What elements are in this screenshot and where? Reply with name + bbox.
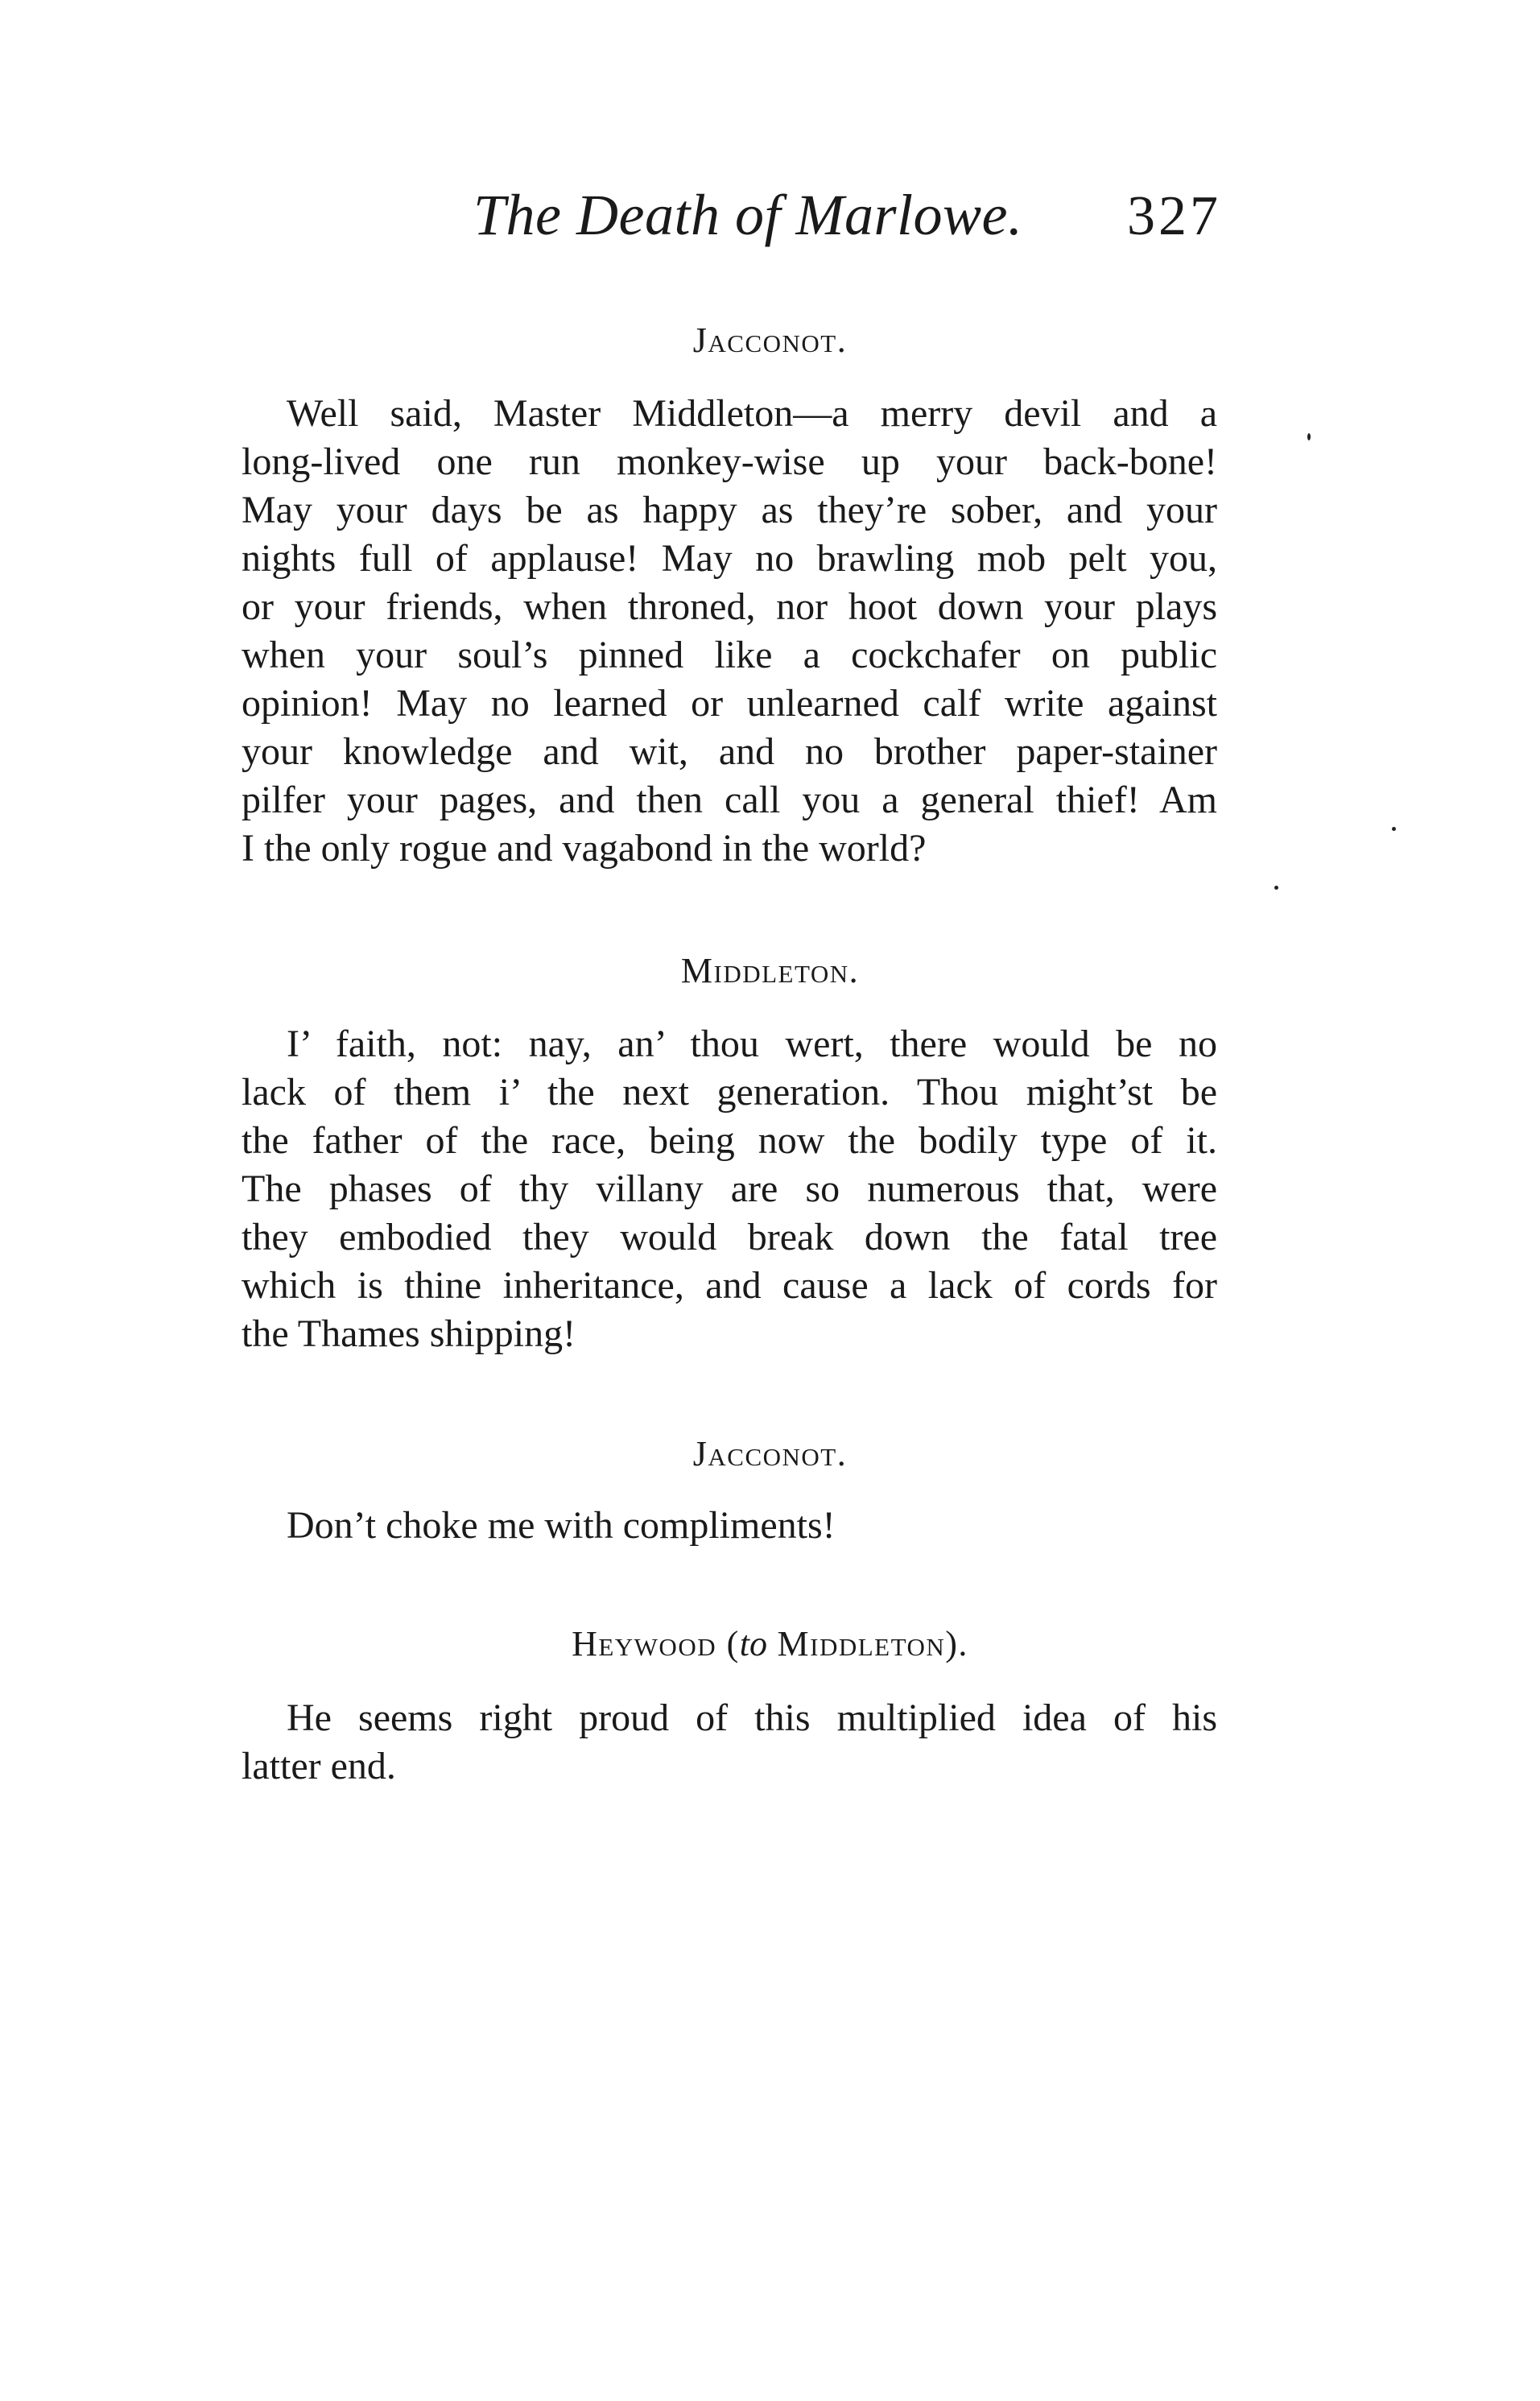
speech-line: I the only rogue and vagabond in the world? <box>242 827 927 870</box>
speech-line: Don’t choke me with compliments! <box>287 1504 836 1547</box>
speech-line: opinion! May no learned or unlearned calf write against <box>242 682 1217 725</box>
speech-line: your knowledge and wit, and no brother paper-stainer <box>242 730 1217 773</box>
speech-line: The phases of thy villany are so numerous that, were <box>242 1167 1217 1210</box>
print-speck <box>1392 827 1396 831</box>
speech-line: pilfer your pages, and then call you a general thief! Am <box>242 779 1217 821</box>
running-title: The Death of Marlowe. <box>473 183 1023 247</box>
speaker-heading-jacconot-2: Jacconot. <box>692 1434 848 1473</box>
stage-direction: to <box>739 1624 767 1663</box>
speech-line: Well said, Master Middleton—a merry devil and a <box>287 392 1217 435</box>
speech-jacconot <box>242 390 1217 873</box>
speaker-name: Heywood <box>572 1624 717 1663</box>
speech-jacconot-2 <box>287 1502 1262 1550</box>
speaker-heading-middleton: Middleton. <box>680 951 860 990</box>
speech-middleton <box>242 1020 1217 1358</box>
speech-line: I’ faith, not: nay, an’ thou wert, there would be no <box>287 1023 1217 1065</box>
speech-line: the father of the race, being now the bodily type of it. <box>242 1119 1217 1162</box>
speaker-heading-jacconot: Jacconot. <box>692 320 848 360</box>
speech-line: May your days be as happy as they’re sober, and your <box>242 489 1217 531</box>
print-speck <box>1274 886 1278 890</box>
speech-line: the Thames shipping! <box>242 1312 576 1355</box>
speaker-heading-heywood: Heywood (to Middleton). <box>572 1624 968 1663</box>
speech-line: lack of them i’ the next generation. Thou might’st be <box>242 1071 1217 1114</box>
speech-line: latter end. <box>242 1745 396 1787</box>
speech-line: long-lived one run monkey-wise up your back-bone! <box>242 440 1217 483</box>
addressee-name: Middleton <box>777 1624 946 1663</box>
speech-line: or your friends, when throned, nor hoot down your plays <box>242 585 1217 628</box>
running-head <box>0 179 1540 251</box>
speech-heywood <box>242 1694 1217 1791</box>
speech-line: He seems right proud of this multiplied idea of his <box>287 1696 1217 1739</box>
speech-line: they embodied they would break down the fatal tree <box>242 1216 1217 1258</box>
page-number: 327 <box>1127 185 1221 247</box>
speech-line: when your soul’s pinned like a cockchafer on public <box>242 634 1217 676</box>
speech-line: which is thine inheritance, and cause a lack of cords for <box>242 1264 1217 1307</box>
speech-line: nights full of applause! May no brawling mob pelt you, <box>242 537 1217 580</box>
print-speck <box>1307 433 1311 440</box>
